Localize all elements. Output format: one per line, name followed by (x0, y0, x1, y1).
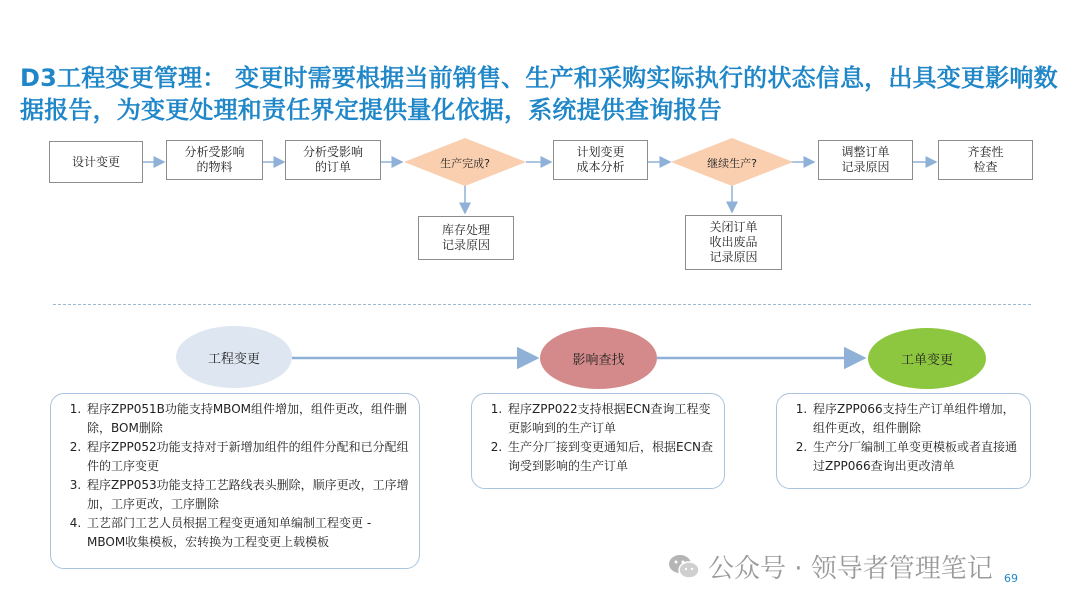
box-inventory: 库存处理 记录原因 (418, 216, 514, 260)
wechat-icon (668, 553, 700, 581)
box-kit-check: 齐套性 检查 (938, 140, 1033, 180)
box-plan-change: 计划变更 成本分析 (553, 140, 648, 180)
section-divider (53, 304, 1031, 305)
panel-eng-change (50, 393, 420, 569)
list-item: 4. 工艺部门工艺人员根据工程变更通知单编制工程变更 - MBOM收集模板，宏转换为工程变更上载模板 (85, 514, 409, 552)
box-analyze-material: 分析受影响 的物料 (166, 140, 263, 180)
box-design-change: 设计变更 (49, 141, 143, 183)
label-production-done: 生产完成? (440, 157, 490, 170)
stage-eng-change: 工程变更 (176, 326, 292, 388)
watermark-text: 公众号 · 领导者管理笔记 (708, 554, 993, 584)
list-item: 2. 程序ZPP052功能支持对于新增加组件的组件分配和已分配组件的工序变更 (85, 438, 409, 476)
label-continue-production: 继续生产? (707, 157, 757, 170)
list-item: 2. 生产分厂接到变更通知后，根据ECN查询受到影响的生产订单 (506, 438, 714, 476)
panel-impact-search (471, 393, 725, 489)
box-adjust-order: 调整订单 记录原因 (818, 140, 913, 180)
page-number: 69 (1004, 572, 1018, 585)
list-item: 1. 程序ZPP022支持根据ECN查询工程变更影响到的生产订单 (506, 400, 714, 438)
panel-order-change (776, 393, 1031, 489)
list-item: 3. 程序ZPP053功能支持工艺路线表头删除，顺序更改，工序增加，工序更改，工序删除 (85, 476, 409, 514)
stage-order-change: 工单变更 (868, 328, 986, 389)
page-title: D3工程变更管理： 变更时需要根据当前销售、生产和采购实际执行的状态信息，出具变更影响数据报告，为变更处理和责任界定提供量化依据，系统提供查询报告 (20, 64, 1058, 124)
list-item: 1. 程序ZPP066支持生产订单组件增加，组件更改，组件删除 (811, 400, 1020, 438)
box-close-order: 关闭订单 收出废品 记录原因 (685, 215, 782, 270)
list-item: 1. 程序ZPP051B功能支持MBOM组件增加，组件更改，组件删除，BOM删除 (85, 400, 409, 438)
box-analyze-order: 分析受影响 的订单 (285, 140, 381, 180)
list-item: 2. 生产分厂编制工单变更模板或者直接通过ZPP066查询出更改清单 (811, 438, 1020, 476)
watermark (668, 548, 993, 585)
stage-impact-search: 影响查找 (540, 327, 657, 389)
